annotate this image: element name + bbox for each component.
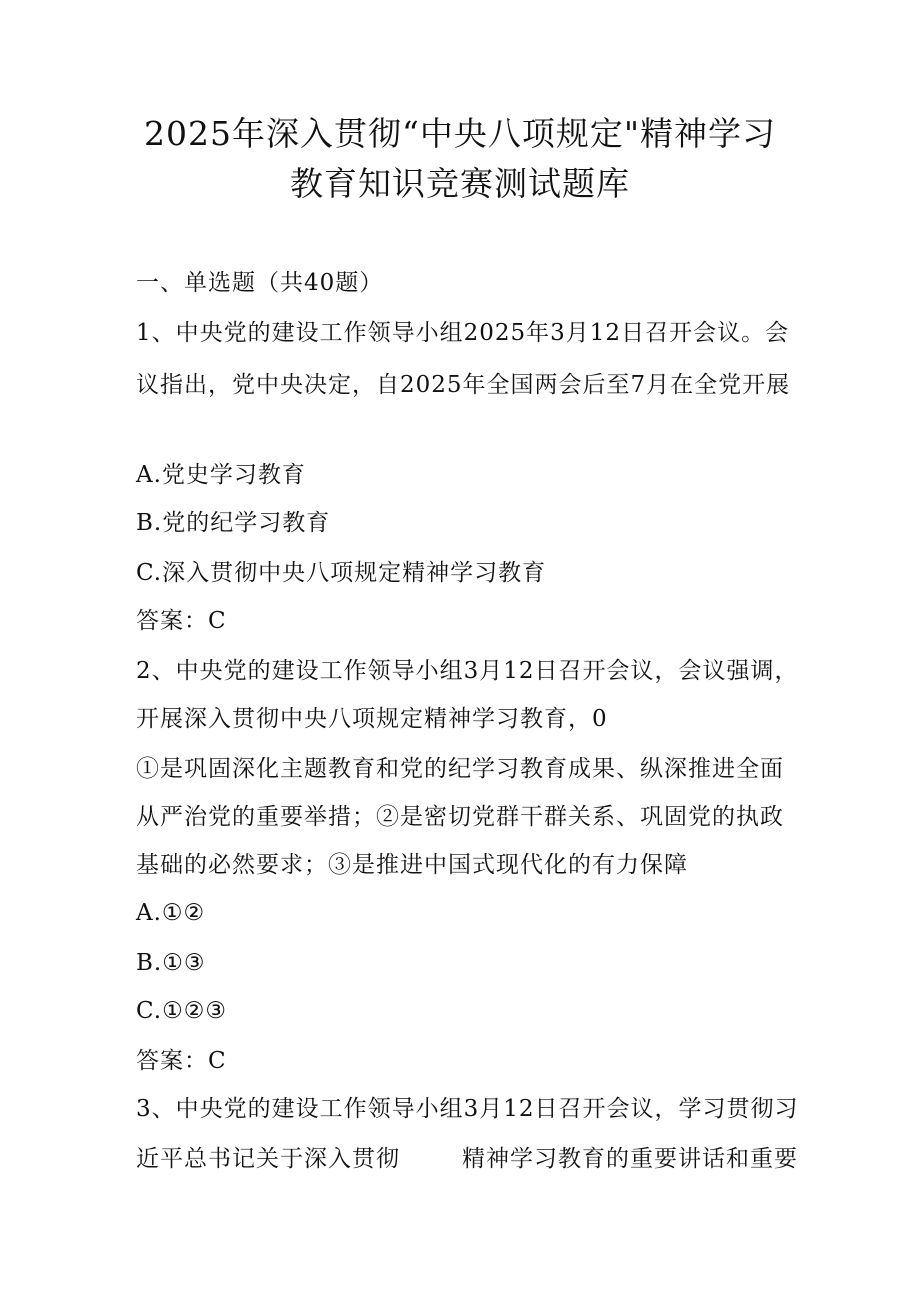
- question-2-option-c: C.①②③: [136, 998, 227, 1024]
- question-3-line-1: 3、中央党的建设工作领导小组3月12日召开会议，学习贯彻习: [136, 1096, 799, 1122]
- question-3-line-2-part-2: 精神学习教育的重要讲话和重要: [462, 1146, 798, 1172]
- question-2-line-5: 基础的必然要求；③是推进中国式现代化的有力保障: [136, 852, 688, 878]
- document-title-line-2: 教育知识竞赛测试题库: [290, 164, 630, 203]
- section-heading: 一、单选题（共40题）: [136, 270, 384, 296]
- question-1-line-2: 议指出，党中央决定，自2025年全国两会后至7月在全党开展: [136, 372, 791, 398]
- document-title-line-1: 2025年深入贯彻“中央八项规定"精神学习: [143, 114, 777, 153]
- question-1-answer: 答案：C: [136, 608, 227, 634]
- question-3-line-2-part-1: 近平总书记关于深入贯彻: [136, 1146, 400, 1172]
- question-1-option-b: B.党的纪学习教育: [136, 510, 331, 536]
- question-2-line-2: 开展深入贯彻中央八项规定精神学习教育，0: [136, 706, 608, 732]
- question-2-option-b: B.①③: [136, 950, 206, 976]
- question-2-answer: 答案：C: [136, 1048, 227, 1074]
- question-2-line-4: 从严治党的重要举措；②是密切党群干群关系、巩固党的执政: [136, 804, 784, 830]
- question-1-option-c: C.深入贯彻中央八项规定精神学习教育: [136, 560, 547, 586]
- question-2-line-1: 2、中央党的建设工作领导小组3月12日召开会议，会议强调，: [136, 658, 799, 684]
- question-1-line-1: 1、中央党的建设工作领导小组2025年3月12日召开会议。会: [136, 320, 790, 346]
- question-2-line-3: ①是巩固深化主题教育和党的纪学习教育成果、纵深推进全面: [136, 756, 784, 782]
- question-2-option-a: A.①②: [136, 900, 206, 926]
- question-1-option-a: A.党史学习教育: [136, 462, 306, 488]
- question-3-line-2: [136, 1144, 798, 1174]
